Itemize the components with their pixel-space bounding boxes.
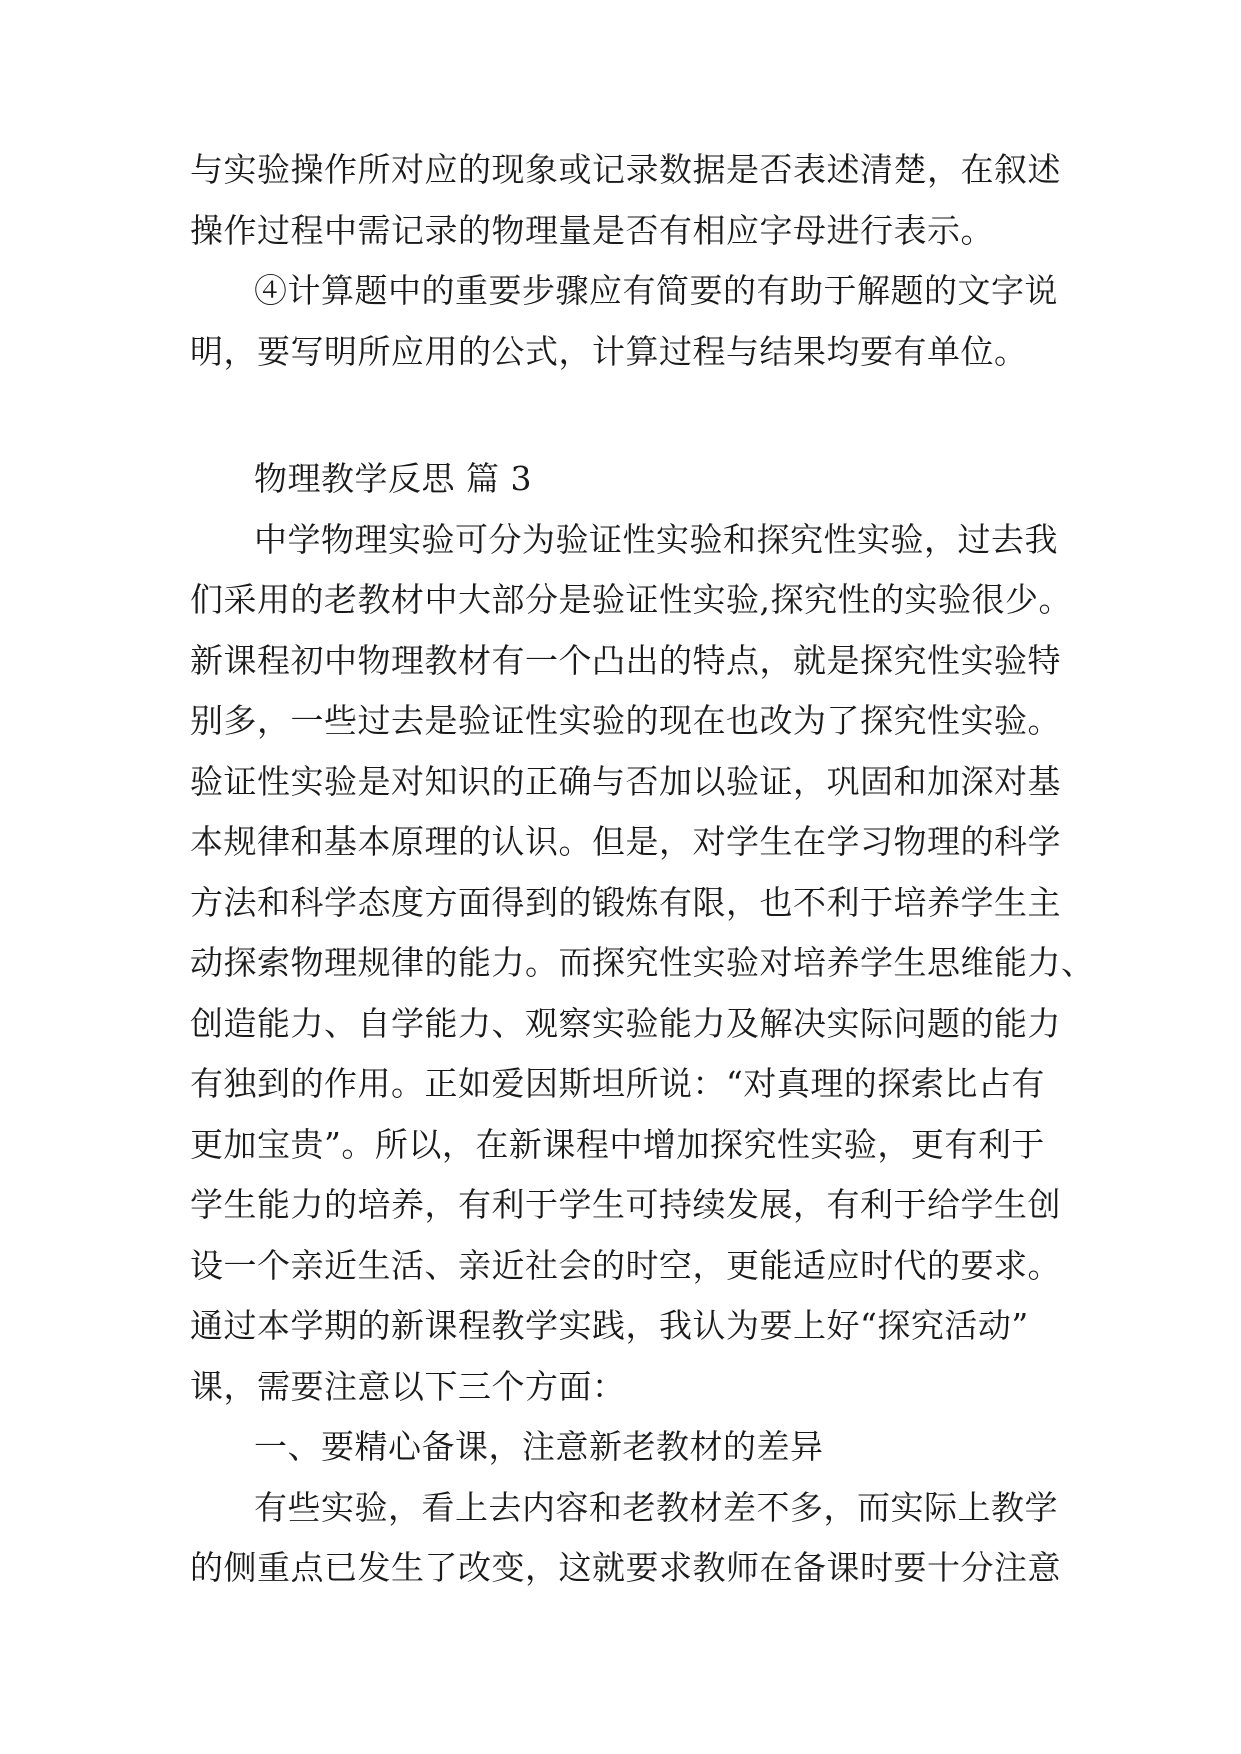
section-heading: 物理教学反思 篇 3 xyxy=(254,459,532,498)
body-text-line: 的侧重点已发生了改变，这就要求教师在备课时要十分注意 xyxy=(190,1548,1061,1587)
body-text-line: 课，需要注意以下三个方面： xyxy=(190,1367,626,1406)
body-text-line: 与实验操作所对应的现象或记录数据是否表述清楚，在叙述 xyxy=(190,150,1061,189)
body-text-line: 中学物理实验可分为验证性实验和探究性实验，过去我 xyxy=(254,520,1058,559)
body-text-line: 设一个亲近生活、亲近社会的时空，更能适应时代的要求。 xyxy=(190,1246,1061,1285)
body-text-line: 方法和科学态度方面得到的锻炼有限，也不利于培养学生主 xyxy=(190,883,1061,922)
body-text-line: 有些实验，看上去内容和老教材差不多，而实际上教学 xyxy=(254,1488,1058,1527)
body-text-line: 创造能力、自学能力、观察实验能力及解决实际问题的能力 xyxy=(190,1004,1061,1043)
body-text-line: 更加宝贵”。所以，在新课程中增加探究性实验，更有利于 xyxy=(190,1125,1045,1164)
body-text-line: 本规律和基本原理的认识。但是，对学生在学习物理的科学 xyxy=(190,822,1061,861)
subsection-heading: 一、要精心备课，注意新老教材的差异 xyxy=(254,1427,824,1466)
body-text-line: 通过本学期的新课程教学实践，我认为要上好“探究活动” xyxy=(190,1306,1029,1345)
body-text-line: 动探索物理规律的能力。而探究性实验对培养学生思维能力、 xyxy=(190,943,1095,982)
body-text-line: 们采用的老教材中大部分是验证性实验,探究性的实验很少。 xyxy=(190,580,1072,619)
body-text-line: 明，要写明所应用的公式，计算过程与结果均要有单位。 xyxy=(190,332,1028,371)
body-text-line: 学生能力的培养，有利于学生可持续发展，有利于给学生创 xyxy=(190,1185,1061,1224)
body-text-line: 操作过程中需记录的物理量是否有相应字母进行表示。 xyxy=(190,211,994,250)
body-text-line: 有独到的作用。正如爱因斯坦所说：“对真理的探索比占有 xyxy=(190,1064,1045,1103)
body-text-line: 验证性实验是对知识的正确与否加以验证，巩固和加深对基 xyxy=(190,762,1061,801)
body-text-line: ④计算题中的重要步骤应有简要的有助于解题的文字说 xyxy=(254,271,1058,310)
body-text-line: 新课程初中物理教材有一个凸出的特点，就是探究性实验特 xyxy=(190,641,1061,680)
body-text-line: 别多，一些过去是验证性实验的现在也改为了探究性实验。 xyxy=(190,701,1061,740)
